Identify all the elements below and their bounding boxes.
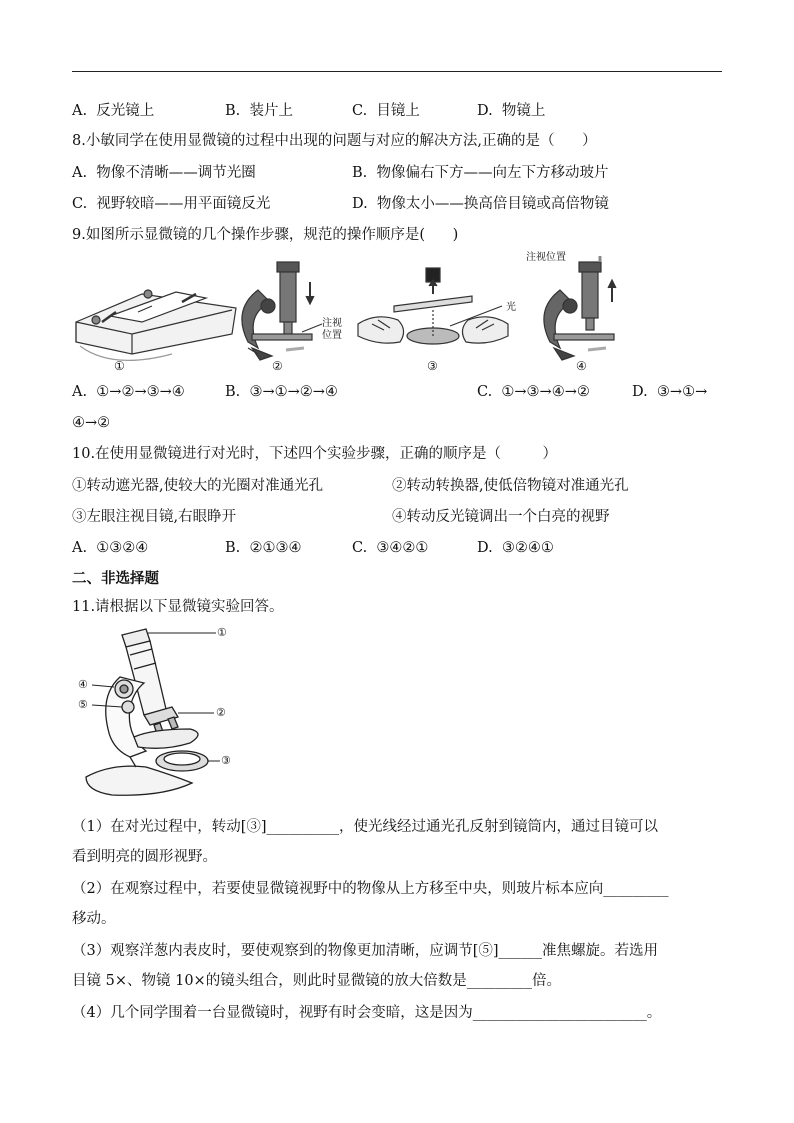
q11-sub2-line1: （2）在观察过程中，若要使显微镜视野中的物像从上方移至中央，则玻片标本应向_________	[72, 881, 669, 897]
q11-sub2-line2: 移动。	[72, 911, 116, 927]
step1-stage-illustration	[76, 290, 236, 360]
q11-sub3-line2: 目镜 5×、物镜 10×的镜头组合，则此时显微镜的放大倍数是_________倍。	[72, 973, 561, 989]
q8-option-a[interactable]: A. 物像不清晰——调节光圈	[72, 165, 256, 181]
q11-stem: 11.请根据以下显微镜实验回答。	[72, 599, 284, 615]
q11-sub1-line1: （1）在对光过程中，转动[③]__________，使光线经过通光孔反射到镜筒内，通过目镜可以	[72, 819, 659, 835]
q11-sub3-line1: （3）观察洋葱内表皮时，要使观察到的物像更加清晰，应调节[⑤]______准焦螺旋。若选用	[72, 943, 659, 959]
q7-option-d[interactable]: D. 物镜上	[477, 103, 546, 119]
q10-option-a[interactable]: A. ①③②④	[72, 540, 149, 556]
q10-step-4: ④转动反光镜调出一个白亮的视野	[392, 509, 610, 525]
q8-option-d[interactable]: D. 物像太小——换高倍目镜或高倍物镜	[352, 196, 609, 212]
q9-figure	[72, 250, 632, 375]
q7-option-a[interactable]: A. 反光镜上	[72, 103, 155, 119]
q7-option-b[interactable]: B. 装片上	[225, 103, 293, 119]
q10-option-b[interactable]: B. ②①③④	[225, 540, 302, 556]
q11-label-1: ①	[217, 626, 227, 639]
q11-label-5: ⑤	[78, 698, 88, 711]
step-label-1: ①	[114, 359, 125, 373]
q10-step-3: ③左眼注视目镜,右眼睁开	[72, 509, 237, 525]
q11-label-3: ③	[221, 754, 231, 767]
q9-option-c[interactable]: C. ①→③→④→②	[477, 384, 590, 400]
watch-position-annot-4: 注视位置	[526, 252, 566, 263]
q7-option-c[interactable]: C. 目镜上	[352, 103, 420, 119]
q9-figure-svg	[72, 250, 632, 375]
q11-sub1-line2: 看到明亮的圆形视野。	[72, 849, 217, 865]
step2-microscope-illustration	[242, 262, 322, 360]
q11-label-2: ②	[216, 706, 226, 719]
q9-option-b[interactable]: B. ③→①→②→④	[225, 384, 338, 400]
q10-step-1: ①转动遮光器,使较大的光圈对准通光孔	[72, 478, 324, 494]
q10-stem: 10.在使用显微镜进行对光时，下述四个实验步骤，正确的顺序是（ ）	[72, 446, 558, 462]
light-annot: 光	[506, 302, 516, 313]
q11-label-4: ④	[78, 678, 88, 691]
watch-position-annot-2: 注视 位置	[322, 318, 342, 341]
section-title: 二、非选择题	[72, 571, 159, 587]
step3-hands-illustration	[358, 268, 508, 344]
q8-option-c[interactable]: C. 视野较暗——用平面镜反光	[72, 196, 271, 212]
step-label-2: ②	[272, 359, 283, 373]
step-label-4: ④	[576, 359, 587, 373]
q10-step-2: ②转动转换器,使低倍物镜对准通光孔	[392, 478, 629, 494]
q9-stem: 9.如图所示显微镜的几个操作步骤，规范的操作顺序是( )	[72, 227, 459, 243]
q9-option-d[interactable]: D. ③→①→	[632, 384, 708, 400]
step4-microscope-illustration	[544, 256, 616, 360]
q8-option-b[interactable]: B. 物像偏右下方——向左下方移动玻片	[352, 165, 609, 181]
q8-stem: 8.小敏同学在使用显微镜的过程中出现的问题与对应的解决方法,正确的是（ ）	[72, 133, 597, 149]
step-label-3: ③	[427, 359, 438, 373]
q10-option-c[interactable]: C. ③④②①	[352, 540, 429, 556]
header-rule	[72, 71, 722, 72]
q11-microscope-figure	[72, 625, 252, 800]
q11-sub4-line1: （4）几个同学围着一台显微镜时，视野有时会变暗，这是因为________________________。	[72, 1005, 662, 1021]
q9-option-a[interactable]: A. ①→②→③→④	[72, 384, 185, 400]
q9-option-d-wrap: ④→②	[72, 415, 111, 431]
q10-option-d[interactable]: D. ③②④①	[477, 540, 554, 556]
